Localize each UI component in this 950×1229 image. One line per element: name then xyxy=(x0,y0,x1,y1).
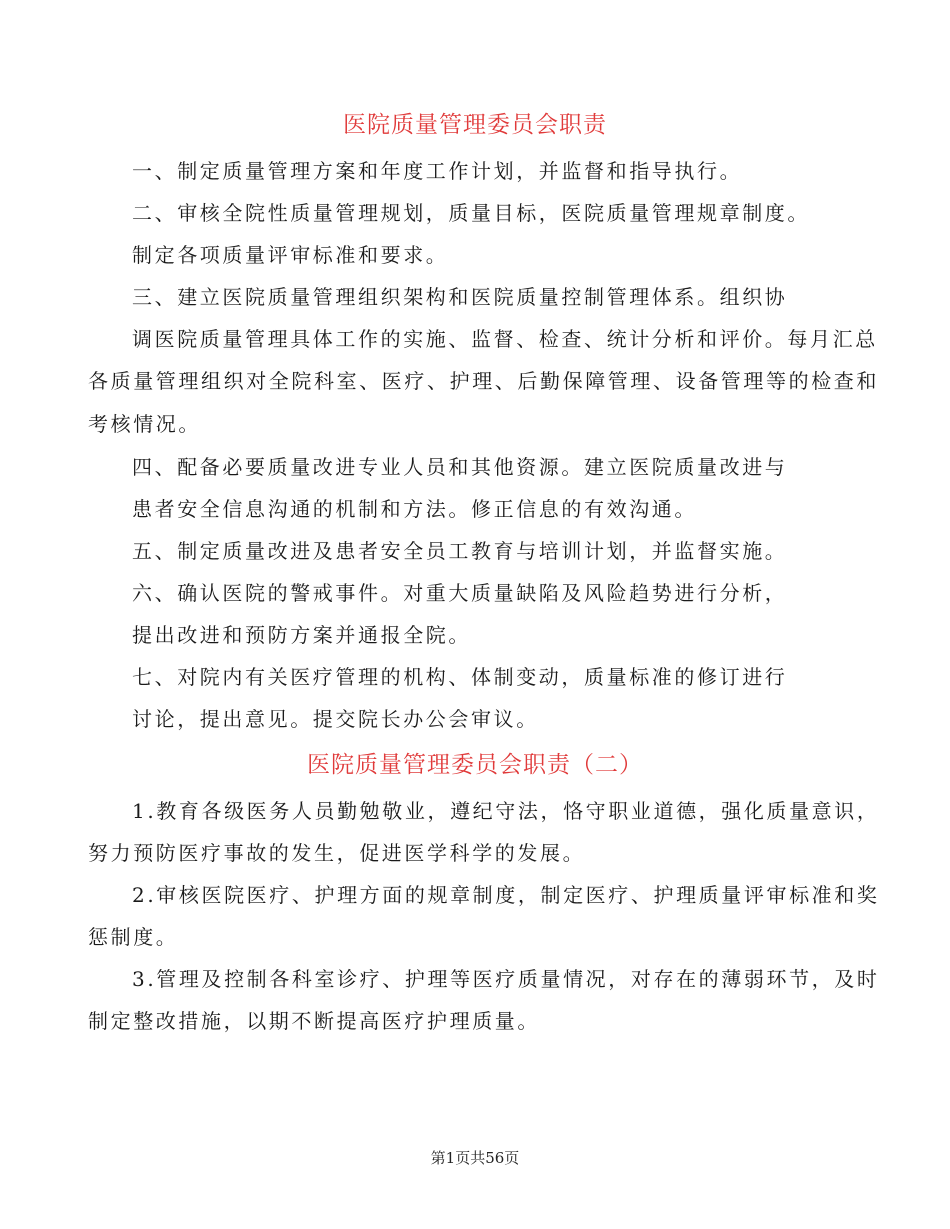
paragraph-line: 制定整改措施，以期不断提高医疗护理质量。 xyxy=(88,1009,540,1033)
paragraph-line: 四、配备必要质量改进专业人员和其他资源。建立医院质量改进与 xyxy=(132,455,788,479)
paragraph-line: 二、审核全院性质量管理规划，质量目标，医院质量管理规章制度。 xyxy=(132,201,810,225)
paragraph-line: 五、制定质量改进及患者安全员工教育与培训计划，并监督实施。 xyxy=(132,539,788,563)
paragraph-line: 3.管理及控制各科室诊疗、护理等医疗质量情况，对存在的薄弱环节，及时 xyxy=(132,967,880,991)
paragraph-line: 制定各项质量评审标准和要求。 xyxy=(132,243,449,267)
paragraph-line: 2.审核医院医疗、护理方面的规章制度，制定医疗、护理质量评审标准和奖 xyxy=(132,883,880,907)
paragraph-line: 各质量管理组织对全院科室、医疗、护理、后勤保障管理、设备管理等的检查和 xyxy=(88,369,879,393)
paragraph-line: 患者安全信息沟通的机制和方法。修正信息的有效沟通。 xyxy=(132,497,697,521)
paragraph-line: 七、对院内有关医疗管理的机构、体制变动，质量标准的修订进行 xyxy=(132,665,788,689)
paragraph-line: 讨论，提出意见。提交院长办公会审议。 xyxy=(132,707,539,731)
paragraph-line: 考核情况。 xyxy=(88,412,201,436)
paragraph-line: 提出改进和预防方案并通报全院。 xyxy=(132,623,471,647)
paragraph-line: 惩制度。 xyxy=(88,925,179,949)
section-title: 医院质量管理委员会职责（二） xyxy=(307,752,643,778)
paragraph-line: 1.教育各级医务人员勤勉敬业，遵纪守法，恪守职业道德，强化质量意识， xyxy=(132,799,880,823)
paragraph-line: 六、确认医院的警戒事件。对重大质量缺陷及风险趋势进行分析， xyxy=(132,581,788,605)
paragraph-line: 一、制定质量管理方案和年度工作计划，并监督和指导执行。 xyxy=(132,159,743,183)
paragraph-line: 努力预防医疗事故的发生，促进医学科学的发展。 xyxy=(88,841,586,865)
page-number: 第1页共56页 xyxy=(430,1149,520,1167)
paragraph-line: 三、建立医院质量管理组织架构和医院质量控制管理体系。组织协 xyxy=(132,285,788,309)
paragraph-line: 调医院质量管理具体工作的实施、监督、检查、统计分析和评价。每月汇总 xyxy=(132,327,878,351)
document-title: 医院质量管理委员会职责 xyxy=(343,112,607,138)
